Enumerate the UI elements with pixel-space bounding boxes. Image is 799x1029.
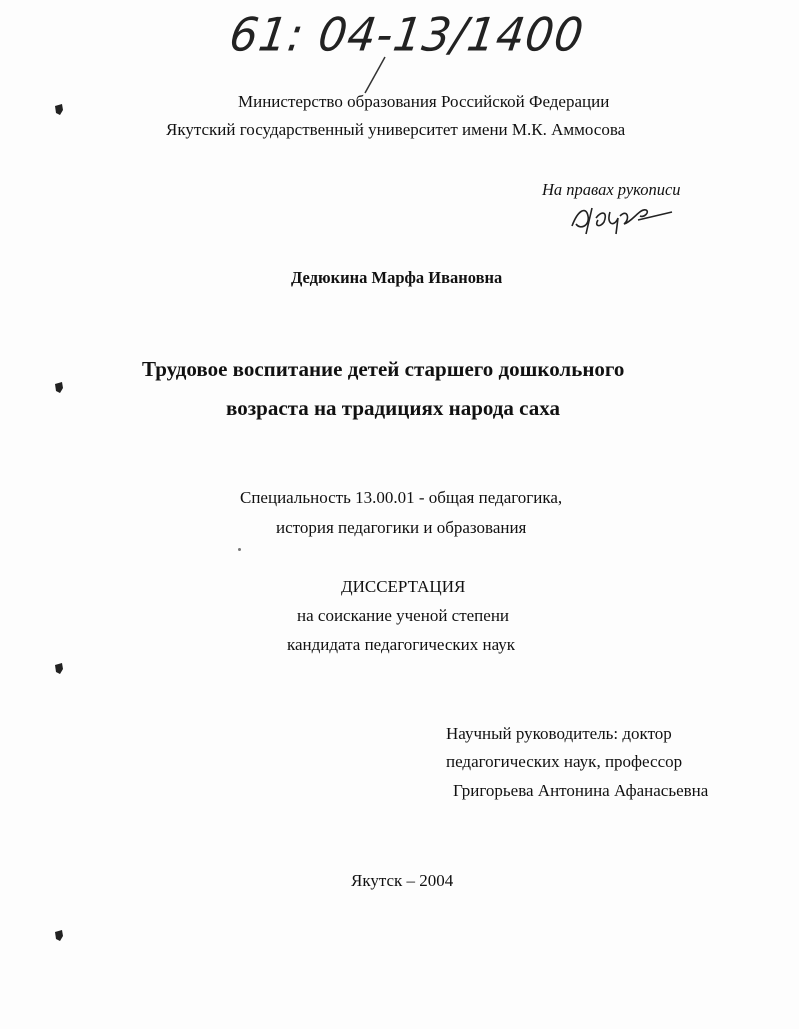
dissertation-label: ДИССЕРТАЦИЯ [341, 577, 466, 596]
degree-purpose-line1: на соискание ученой степени [297, 606, 510, 625]
punch-mark-icon [54, 930, 64, 942]
library-code-handwritten: 61: 04-13/1400 [226, 8, 588, 63]
specialty-line1: Специальность 13.00.01 - общая педагогика, [240, 488, 563, 507]
supervisor-line1: Научный руководитель: доктор [446, 724, 672, 743]
ministry-line: Министерство образования Российской Федерации [238, 92, 610, 111]
author-name: Дедюкина Марфа Ивановна [291, 268, 503, 287]
degree-purpose-line2: кандидата педагогических наук [287, 635, 516, 654]
punch-mark-icon [54, 382, 64, 394]
punch-mark-icon [54, 104, 64, 116]
dissertation-title-line1: Трудовое воспитание детей старшего дошкольного [142, 357, 625, 381]
handwritten-stroke [360, 55, 390, 95]
supervisor-line2: педагогических наук, профессор [446, 752, 683, 771]
manuscript-note: На правах рукописи [542, 180, 681, 199]
university-line: Якутский государственный университет имени М.К. Аммосова [166, 120, 626, 139]
speck [238, 548, 241, 551]
punch-mark-icon [54, 663, 64, 675]
place-year: Якутск – 2004 [351, 871, 454, 890]
supervisor-name: Григорьева Антонина Афанасьевна [453, 781, 709, 800]
dissertation-title-line2: возраста на традициях народа саха [226, 396, 560, 420]
signature-icon [568, 198, 678, 238]
specialty-line2: история педагогики и образования [276, 518, 527, 537]
